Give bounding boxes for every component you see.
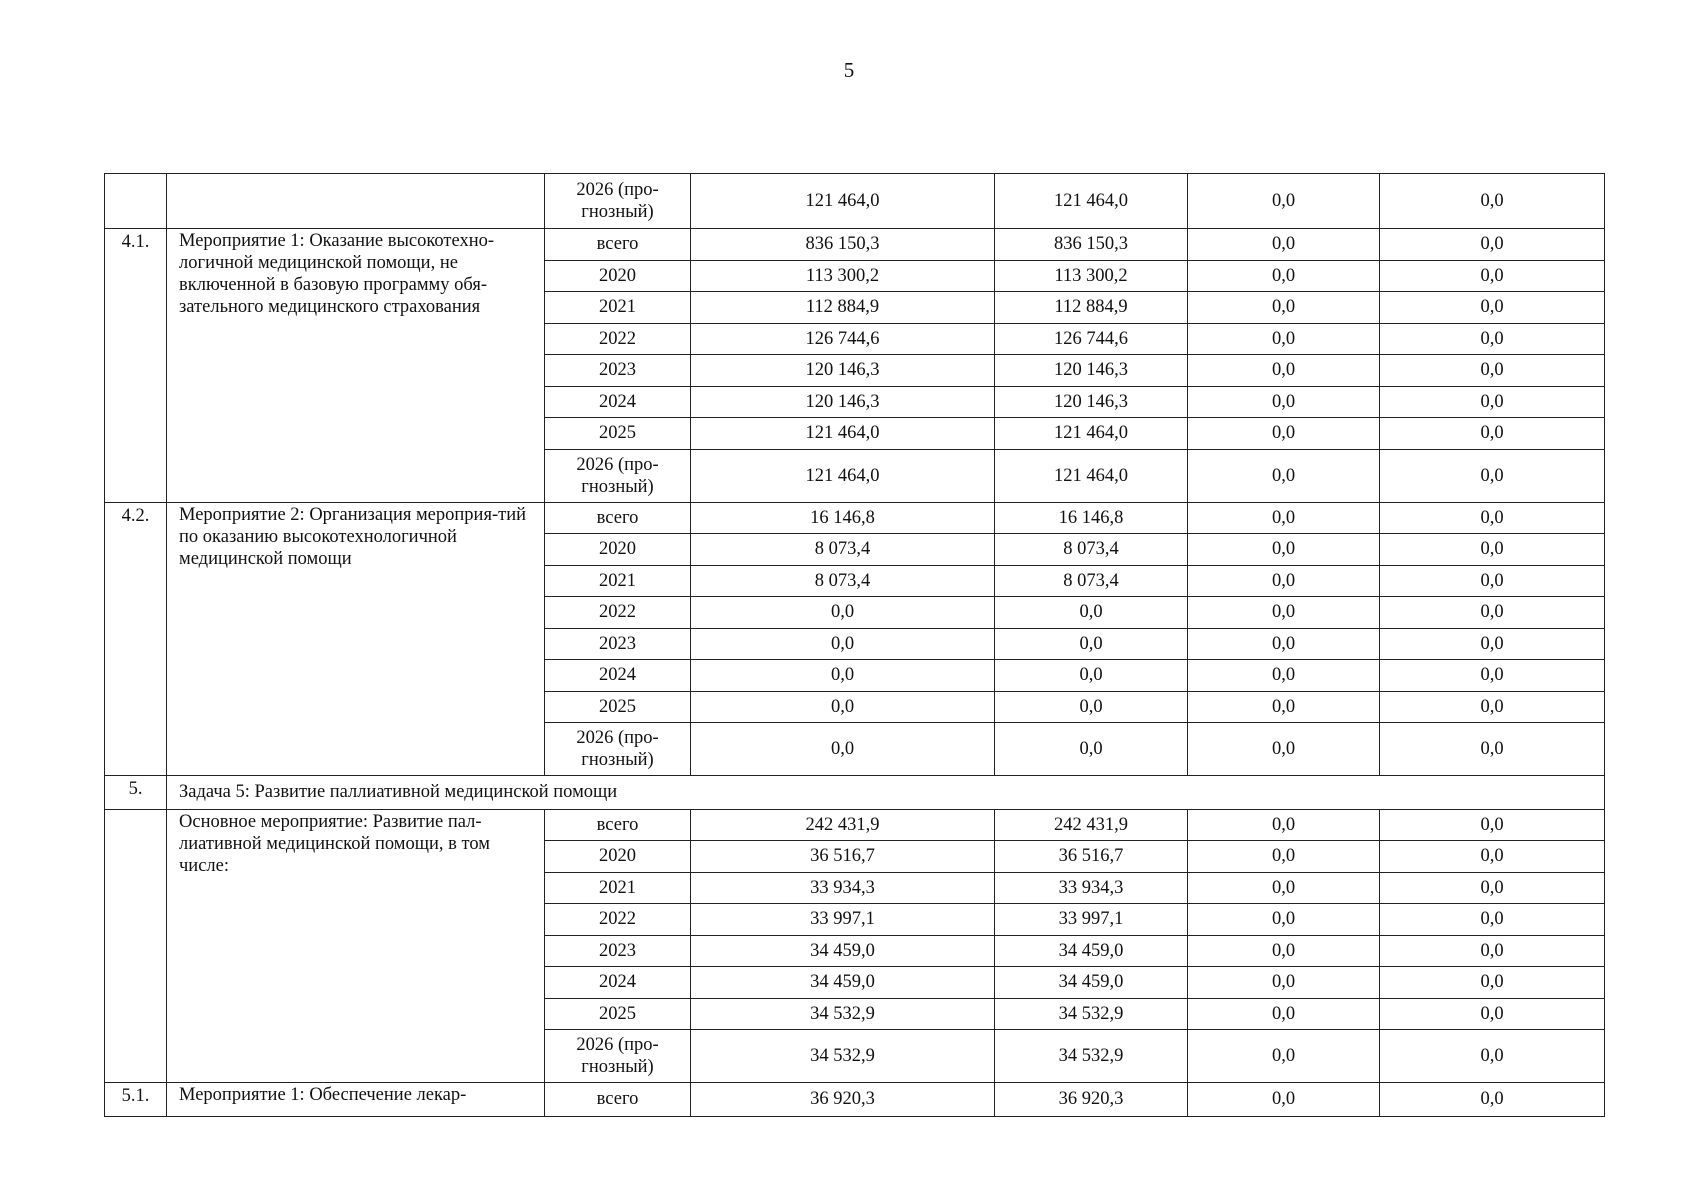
budget-cell: 0,0 — [1188, 691, 1380, 723]
budget-cell: 0,0 — [1380, 502, 1605, 534]
total-cell: 112 884,9 — [691, 292, 995, 324]
budget-cell: 8 073,4 — [995, 534, 1188, 566]
total-cell: 16 146,8 — [691, 502, 995, 534]
budget-cell: 34 459,0 — [995, 967, 1188, 999]
budget-cell: 0,0 — [1188, 904, 1380, 936]
budget-cell: 0,0 — [1188, 628, 1380, 660]
budget-table — [104, 173, 1605, 1117]
budget-cell: 0,0 — [1380, 628, 1605, 660]
budget-cell: 34 459,0 — [995, 935, 1188, 967]
year-cell: 2021 — [545, 565, 691, 597]
table-row — [105, 174, 1605, 229]
budget-cell: 0,0 — [1380, 1083, 1605, 1117]
budget-cell: 0,0 — [1188, 260, 1380, 292]
budget-cell: 0,0 — [1188, 418, 1380, 450]
row-number-cell: 5. — [105, 776, 167, 810]
task-title-cell: Задача 5: Развитие паллиативной медицинской помощи — [167, 776, 1605, 810]
total-cell: 126 744,6 — [691, 323, 995, 355]
budget-cell: 0,0 — [1380, 229, 1605, 261]
year-cell: 2024 — [545, 660, 691, 692]
year-cell: 2020 — [545, 534, 691, 566]
budget-cell: 0,0 — [1380, 841, 1605, 873]
budget-cell: 0,0 — [1380, 386, 1605, 418]
budget-cell: 16 146,8 — [995, 502, 1188, 534]
total-cell: 836 150,3 — [691, 229, 995, 261]
year-cell: 2025 — [545, 418, 691, 450]
year-cell: всего — [545, 809, 691, 841]
budget-cell: 0,0 — [1188, 1030, 1380, 1083]
year-cell: 2021 — [545, 872, 691, 904]
year-cell: всего — [545, 502, 691, 534]
budget-cell: 121 464,0 — [995, 449, 1188, 502]
budget-cell: 0,0 — [1188, 841, 1380, 873]
year-cell: 2024 — [545, 967, 691, 999]
total-cell: 0,0 — [691, 597, 995, 629]
budget-cell: 0,0 — [1380, 597, 1605, 629]
activity-name-cell: Основное мероприятие: Развитие пал-лиативной медицинской помощи, в том числе: — [167, 809, 545, 1083]
budget-cell: 0,0 — [1380, 323, 1605, 355]
year-cell: 2023 — [545, 935, 691, 967]
year-cell: 2020 — [545, 260, 691, 292]
budget-cell: 0,0 — [1188, 534, 1380, 566]
budget-cell: 121 464,0 — [995, 174, 1188, 229]
budget-cell: 0,0 — [1380, 1030, 1605, 1083]
budget-cell: 34 532,9 — [995, 998, 1188, 1030]
year-cell: 2022 — [545, 323, 691, 355]
budget-cell: 33 934,3 — [995, 872, 1188, 904]
total-cell: 33 934,3 — [691, 872, 995, 904]
activity-name-cell: Мероприятие 2: Организация мероприя-тий по оказанию высокотехнологичной медицинской помощи — [167, 502, 545, 776]
budget-cell: 0,0 — [1188, 597, 1380, 629]
year-cell: 2022 — [545, 904, 691, 936]
total-cell: 34 459,0 — [691, 935, 995, 967]
table-row — [105, 229, 1605, 261]
task-row — [105, 776, 1605, 810]
budget-cell: 0,0 — [1188, 229, 1380, 261]
budget-cell: 0,0 — [995, 597, 1188, 629]
year-cell: 2026 (про-гнозный) — [545, 1030, 691, 1083]
activity-name-cell — [167, 174, 545, 229]
budget-cell: 0,0 — [1380, 723, 1605, 776]
budget-cell: 8 073,4 — [995, 565, 1188, 597]
total-cell: 34 532,9 — [691, 1030, 995, 1083]
budget-cell: 113 300,2 — [995, 260, 1188, 292]
row-number-cell: 5.1. — [105, 1083, 167, 1117]
year-cell: 2024 — [545, 386, 691, 418]
budget-cell: 0,0 — [1380, 449, 1605, 502]
activity-name-cell: Мероприятие 1: Обеспечение лекар- — [167, 1083, 545, 1117]
budget-cell: 836 150,3 — [995, 229, 1188, 261]
total-cell: 36 516,7 — [691, 841, 995, 873]
budget-cell: 121 464,0 — [995, 418, 1188, 450]
year-cell: всего — [545, 1083, 691, 1117]
budget-cell: 0,0 — [1380, 660, 1605, 692]
total-cell: 36 920,3 — [691, 1083, 995, 1117]
total-cell: 121 464,0 — [691, 449, 995, 502]
row-number-cell — [105, 809, 167, 1083]
table-row — [105, 502, 1605, 534]
total-cell: 121 464,0 — [691, 418, 995, 450]
budget-cell: 120 146,3 — [995, 386, 1188, 418]
total-cell: 113 300,2 — [691, 260, 995, 292]
year-cell: 2026 (про-гнозный) — [545, 449, 691, 502]
budget-cell: 0,0 — [995, 691, 1188, 723]
budget-cell: 120 146,3 — [995, 355, 1188, 387]
budget-cell: 0,0 — [1188, 660, 1380, 692]
budget-cell: 0,0 — [1188, 809, 1380, 841]
budget-cell: 0,0 — [1188, 967, 1380, 999]
budget-cell: 0,0 — [1380, 998, 1605, 1030]
budget-cell: 33 997,1 — [995, 904, 1188, 936]
total-cell: 242 431,9 — [691, 809, 995, 841]
year-cell: 2025 — [545, 998, 691, 1030]
budget-cell: 0,0 — [1188, 723, 1380, 776]
total-cell: 0,0 — [691, 691, 995, 723]
budget-cell: 0,0 — [1380, 565, 1605, 597]
budget-cell: 0,0 — [995, 723, 1188, 776]
budget-cell: 0,0 — [1380, 292, 1605, 324]
activity-name-cell: Мероприятие 1: Оказание высокотехно-логичной медицинской помощи, не включенной в базовую программу обя-зательного медицинского страхования — [167, 229, 545, 503]
year-cell: 2023 — [545, 355, 691, 387]
row-number-cell: 4.2. — [105, 502, 167, 776]
budget-cell: 0,0 — [995, 628, 1188, 660]
budget-cell: 0,0 — [1188, 998, 1380, 1030]
total-cell: 34 459,0 — [691, 967, 995, 999]
total-cell: 120 146,3 — [691, 386, 995, 418]
total-cell: 0,0 — [691, 723, 995, 776]
budget-cell: 0,0 — [1188, 386, 1380, 418]
budget-cell: 0,0 — [1188, 935, 1380, 967]
budget-cell: 0,0 — [1188, 449, 1380, 502]
year-cell: 2022 — [545, 597, 691, 629]
budget-cell: 0,0 — [1380, 418, 1605, 450]
budget-cell: 0,0 — [1380, 691, 1605, 723]
year-cell: 2026 (про-гнозный) — [545, 723, 691, 776]
budget-cell: 36 920,3 — [995, 1083, 1188, 1117]
total-cell: 33 997,1 — [691, 904, 995, 936]
table-body — [105, 174, 1605, 1117]
budget-cell: 0,0 — [1188, 292, 1380, 324]
budget-cell: 0,0 — [1380, 904, 1605, 936]
budget-cell: 0,0 — [1188, 872, 1380, 904]
budget-cell: 0,0 — [1380, 967, 1605, 999]
row-number-cell: 4.1. — [105, 229, 167, 503]
total-cell: 121 464,0 — [691, 174, 995, 229]
budget-cell: 0,0 — [1188, 355, 1380, 387]
year-cell: 2020 — [545, 841, 691, 873]
year-cell: всего — [545, 229, 691, 261]
budget-cell: 0,0 — [1188, 565, 1380, 597]
budget-cell: 242 431,9 — [995, 809, 1188, 841]
total-cell: 120 146,3 — [691, 355, 995, 387]
budget-cell: 0,0 — [995, 660, 1188, 692]
budget-cell: 0,0 — [1188, 174, 1380, 229]
total-cell: 0,0 — [691, 628, 995, 660]
total-cell: 8 073,4 — [691, 565, 995, 597]
table-row — [105, 1083, 1605, 1117]
budget-cell: 0,0 — [1380, 174, 1605, 229]
budget-cell: 36 516,7 — [995, 841, 1188, 873]
year-cell: 2021 — [545, 292, 691, 324]
total-cell: 34 532,9 — [691, 998, 995, 1030]
year-cell: 2026 (про-гнозный) — [545, 174, 691, 229]
year-cell: 2025 — [545, 691, 691, 723]
budget-cell: 0,0 — [1380, 355, 1605, 387]
budget-cell: 0,0 — [1380, 872, 1605, 904]
page-number: 5 — [843, 58, 855, 82]
budget-cell: 34 532,9 — [995, 1030, 1188, 1083]
budget-cell: 0,0 — [1188, 1083, 1380, 1117]
budget-cell: 0,0 — [1380, 935, 1605, 967]
budget-cell: 126 744,6 — [995, 323, 1188, 355]
budget-cell: 0,0 — [1380, 534, 1605, 566]
row-number-cell — [105, 174, 167, 229]
budget-cell: 0,0 — [1380, 260, 1605, 292]
table-row — [105, 809, 1605, 841]
budget-cell: 112 884,9 — [995, 292, 1188, 324]
total-cell: 0,0 — [691, 660, 995, 692]
budget-cell: 0,0 — [1188, 323, 1380, 355]
budget-cell: 0,0 — [1380, 809, 1605, 841]
budget-cell: 0,0 — [1188, 502, 1380, 534]
year-cell: 2023 — [545, 628, 691, 660]
total-cell: 8 073,4 — [691, 534, 995, 566]
